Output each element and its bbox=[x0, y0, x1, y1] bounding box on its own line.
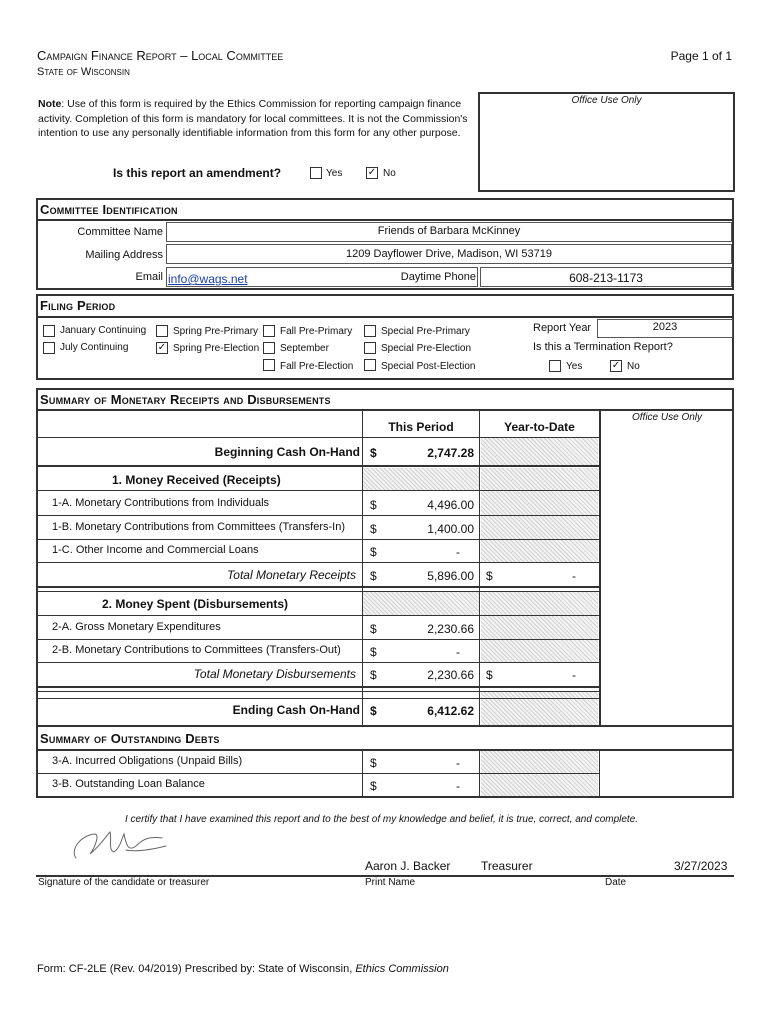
divider bbox=[37, 662, 599, 663]
special-pre-election-label: Special Pre-Election bbox=[381, 343, 472, 354]
office-use-box bbox=[478, 92, 735, 192]
shaded-cell bbox=[481, 592, 598, 615]
mailing-address-value: 1209 Dayflower Drive, Madison, WI 53719 bbox=[345, 248, 553, 260]
incurred-obligations-value[interactable]: - bbox=[456, 756, 460, 770]
currency-symbol: $ bbox=[370, 545, 377, 559]
currency-symbol: $ bbox=[370, 779, 377, 793]
september-checkbox[interactable] bbox=[263, 342, 275, 354]
special-pre-primary-checkbox[interactable] bbox=[364, 325, 376, 337]
termination-yes-label: Yes bbox=[566, 361, 583, 372]
total-receipts-value[interactable]: 5,896.00 bbox=[427, 569, 474, 583]
page-number: Page 1 of 1 bbox=[670, 49, 732, 63]
currency-symbol: $ bbox=[370, 446, 377, 460]
spring-pre-election-label: Spring Pre-Election bbox=[173, 343, 260, 354]
other-income-value[interactable]: - bbox=[456, 545, 460, 559]
receipts-heading: 1. Money Received (Receipts) bbox=[112, 473, 281, 487]
divider bbox=[599, 409, 601, 726]
committee-name-label: Committee Name bbox=[77, 226, 163, 238]
shaded-cell bbox=[481, 540, 598, 562]
divider bbox=[37, 686, 599, 688]
shaded-cell bbox=[363, 468, 479, 490]
ending-cash-label: Ending Cash On-Hand bbox=[232, 703, 360, 717]
january-continuing-label: January Continuing bbox=[60, 325, 147, 336]
shaded-cell bbox=[363, 592, 479, 615]
total-disbursements-value[interactable]: 2,230.66 bbox=[427, 668, 474, 682]
transfers-out-label: 2-B. Monetary Contributions to Committees (Transfers-Out) bbox=[52, 644, 341, 656]
contributions-individuals-label: 1-A. Monetary Contributions from Individuals bbox=[52, 497, 270, 509]
amendment-yes-label: Yes bbox=[326, 168, 343, 179]
fall-pre-election-label: Fall Pre-Election bbox=[280, 361, 354, 372]
debts-title: Summary of Outstanding Debts bbox=[40, 731, 220, 746]
amendment-no-checkbox[interactable]: ✓ bbox=[367, 167, 377, 178]
shaded-cell bbox=[481, 751, 598, 773]
divider bbox=[37, 749, 734, 751]
spring-pre-primary-label: Spring Pre-Primary bbox=[173, 326, 259, 337]
january-continuing-checkbox[interactable] bbox=[43, 325, 55, 337]
shaded-cell bbox=[481, 516, 598, 539]
gross-expenditures-value[interactable]: 2,230.66 bbox=[427, 622, 474, 636]
form-title: Campaign Finance Report – Local Committee bbox=[37, 48, 284, 63]
currency-symbol: $ bbox=[370, 756, 377, 770]
email-label: Email bbox=[135, 271, 163, 283]
daytime-phone-value: 608-213-1173 bbox=[569, 271, 643, 285]
divider bbox=[37, 316, 734, 318]
certification-statement: I certify that I have examined this report and to the best of my knowledge and belief, it is true, correct, and complete. bbox=[125, 814, 639, 825]
divider bbox=[37, 562, 599, 563]
committee-name-value: Friends of Barbara McKinney bbox=[377, 225, 521, 237]
currency-symbol: $ bbox=[486, 569, 493, 583]
signature-label: Signature of the candidate or treasurer bbox=[38, 877, 210, 888]
currency-symbol: $ bbox=[370, 668, 377, 682]
email-link[interactable]: info@wags.net bbox=[168, 272, 248, 286]
termination-question: Is this a Termination Report? bbox=[533, 341, 673, 353]
shaded-cell bbox=[481, 699, 598, 725]
date-label: Date bbox=[605, 877, 627, 888]
date-value[interactable]: 3/27/2023 bbox=[674, 859, 728, 873]
spring-pre-primary-checkbox[interactable] bbox=[156, 325, 168, 337]
fall-pre-primary-checkbox[interactable] bbox=[263, 325, 275, 337]
currency-symbol: $ bbox=[370, 704, 377, 718]
contributions-committees-value[interactable]: 1,400.00 bbox=[427, 522, 474, 536]
termination-no-checkbox[interactable]: ✓ bbox=[611, 360, 621, 371]
july-continuing-label: July Continuing bbox=[60, 342, 129, 353]
report-year-value: 2023 bbox=[652, 321, 678, 333]
role-value[interactable]: Treasurer bbox=[481, 859, 533, 873]
divider bbox=[37, 586, 599, 588]
divider bbox=[479, 410, 480, 726]
note-text: : Use of this form is required by the Ethics Commission for reporting campaign finance activity. Completion of this form is mandatory for local committees. It is not the Commission's intention to use any personally identifiable information from this form for any other purpose. bbox=[38, 98, 468, 139]
fall-pre-election-checkbox[interactable] bbox=[263, 359, 275, 371]
ytd-shaded-cell bbox=[481, 438, 598, 465]
termination-yes-checkbox[interactable] bbox=[549, 360, 561, 372]
loan-balance-label: 3-B. Outstanding Loan Balance bbox=[52, 778, 205, 790]
print-name-value[interactable]: Aaron J. Backer bbox=[365, 859, 451, 873]
amendment-yes-checkbox[interactable] bbox=[310, 167, 322, 179]
special-post-election-checkbox[interactable] bbox=[364, 359, 376, 371]
currency-symbol: $ bbox=[486, 668, 493, 682]
print-name-label: Print Name bbox=[365, 877, 416, 888]
amendment-no-label: No bbox=[383, 168, 396, 179]
shaded-cell bbox=[481, 774, 598, 796]
loan-balance-value[interactable]: - bbox=[456, 779, 460, 793]
note bbox=[38, 97, 478, 141]
currency-symbol: $ bbox=[370, 645, 377, 659]
committee-section-title: Committee Identification bbox=[40, 202, 178, 217]
note-label: Note bbox=[38, 98, 62, 110]
signature-image bbox=[66, 826, 176, 866]
contributions-committees-label: 1-B. Monetary Contributions from Committees (Transfers-In) bbox=[52, 521, 346, 533]
this-period-header: This Period bbox=[388, 420, 454, 434]
ending-cash-value[interactable]: 6,412.62 bbox=[427, 704, 474, 718]
mailing-address-label: Mailing Address bbox=[85, 249, 163, 261]
special-pre-primary-label: Special Pre-Primary bbox=[381, 326, 470, 337]
total-disbursements-ytd-value[interactable]: - bbox=[572, 668, 576, 682]
divider bbox=[37, 725, 734, 727]
termination-no-label: No bbox=[627, 361, 640, 372]
currency-symbol: $ bbox=[370, 522, 377, 536]
transfers-out-value[interactable]: - bbox=[456, 645, 460, 659]
other-income-label: 1-C. Other Income and Commercial Loans bbox=[52, 544, 259, 556]
incurred-obligations-label: 3-A. Incurred Obligations (Unpaid Bills) bbox=[52, 755, 243, 767]
commission-name: Ethics Commission bbox=[355, 963, 449, 975]
summary-office-use-label: Office Use Only bbox=[631, 412, 703, 423]
july-continuing-checkbox[interactable] bbox=[43, 342, 55, 354]
gross-expenditures-label: 2-A. Gross Monetary Expenditures bbox=[52, 621, 221, 633]
total-receipts-label: Total Monetary Receipts bbox=[227, 568, 356, 582]
shaded-cell bbox=[481, 491, 598, 515]
form-footer bbox=[37, 963, 449, 975]
shaded-cell bbox=[481, 468, 598, 490]
special-pre-election-checkbox[interactable] bbox=[364, 342, 376, 354]
form-subtitle: State of Wisconsin bbox=[37, 66, 130, 78]
total-receipts-ytd-value[interactable]: - bbox=[572, 569, 576, 583]
divider bbox=[37, 409, 734, 411]
shaded-cell bbox=[481, 640, 598, 662]
disbursements-heading: 2. Money Spent (Disbursements) bbox=[102, 597, 289, 611]
divider bbox=[362, 410, 363, 726]
special-post-election-label: Special Post-Election bbox=[381, 361, 476, 372]
beginning-cash-label: Beginning Cash On-Hand bbox=[214, 445, 360, 459]
daytime-phone-label: Daytime Phone bbox=[400, 271, 476, 283]
form-footer-text: Form: CF-2LE (Rev. 04/2019) Prescribed by: State of Wisconsin, bbox=[37, 963, 356, 975]
contributions-individuals-value[interactable]: 4,496.00 bbox=[427, 498, 474, 512]
report-year-label: Report Year bbox=[533, 322, 592, 334]
currency-symbol: $ bbox=[370, 622, 377, 636]
divider bbox=[37, 219, 734, 221]
filing-period-title: Filing Period bbox=[40, 298, 116, 313]
divider bbox=[599, 750, 600, 797]
summary-title: Summary of Monetary Receipts and Disbursements bbox=[40, 392, 331, 407]
divider bbox=[37, 465, 599, 467]
year-to-date-header: Year-to-Date bbox=[504, 420, 575, 434]
shaded-cell bbox=[481, 616, 598, 639]
amendment-question: Is this report an amendment? bbox=[113, 166, 282, 180]
currency-symbol: $ bbox=[370, 569, 377, 583]
currency-symbol: $ bbox=[370, 498, 377, 512]
beginning-cash-value[interactable]: 2,747.28 bbox=[427, 446, 474, 460]
office-use-label: Office Use Only bbox=[571, 95, 642, 106]
total-disbursements-label: Total Monetary Disbursements bbox=[193, 667, 356, 681]
fall-pre-primary-label: Fall Pre-Primary bbox=[280, 326, 353, 337]
spring-pre-election-checkbox[interactable]: ✓ bbox=[157, 342, 167, 353]
september-label: September bbox=[280, 343, 329, 354]
